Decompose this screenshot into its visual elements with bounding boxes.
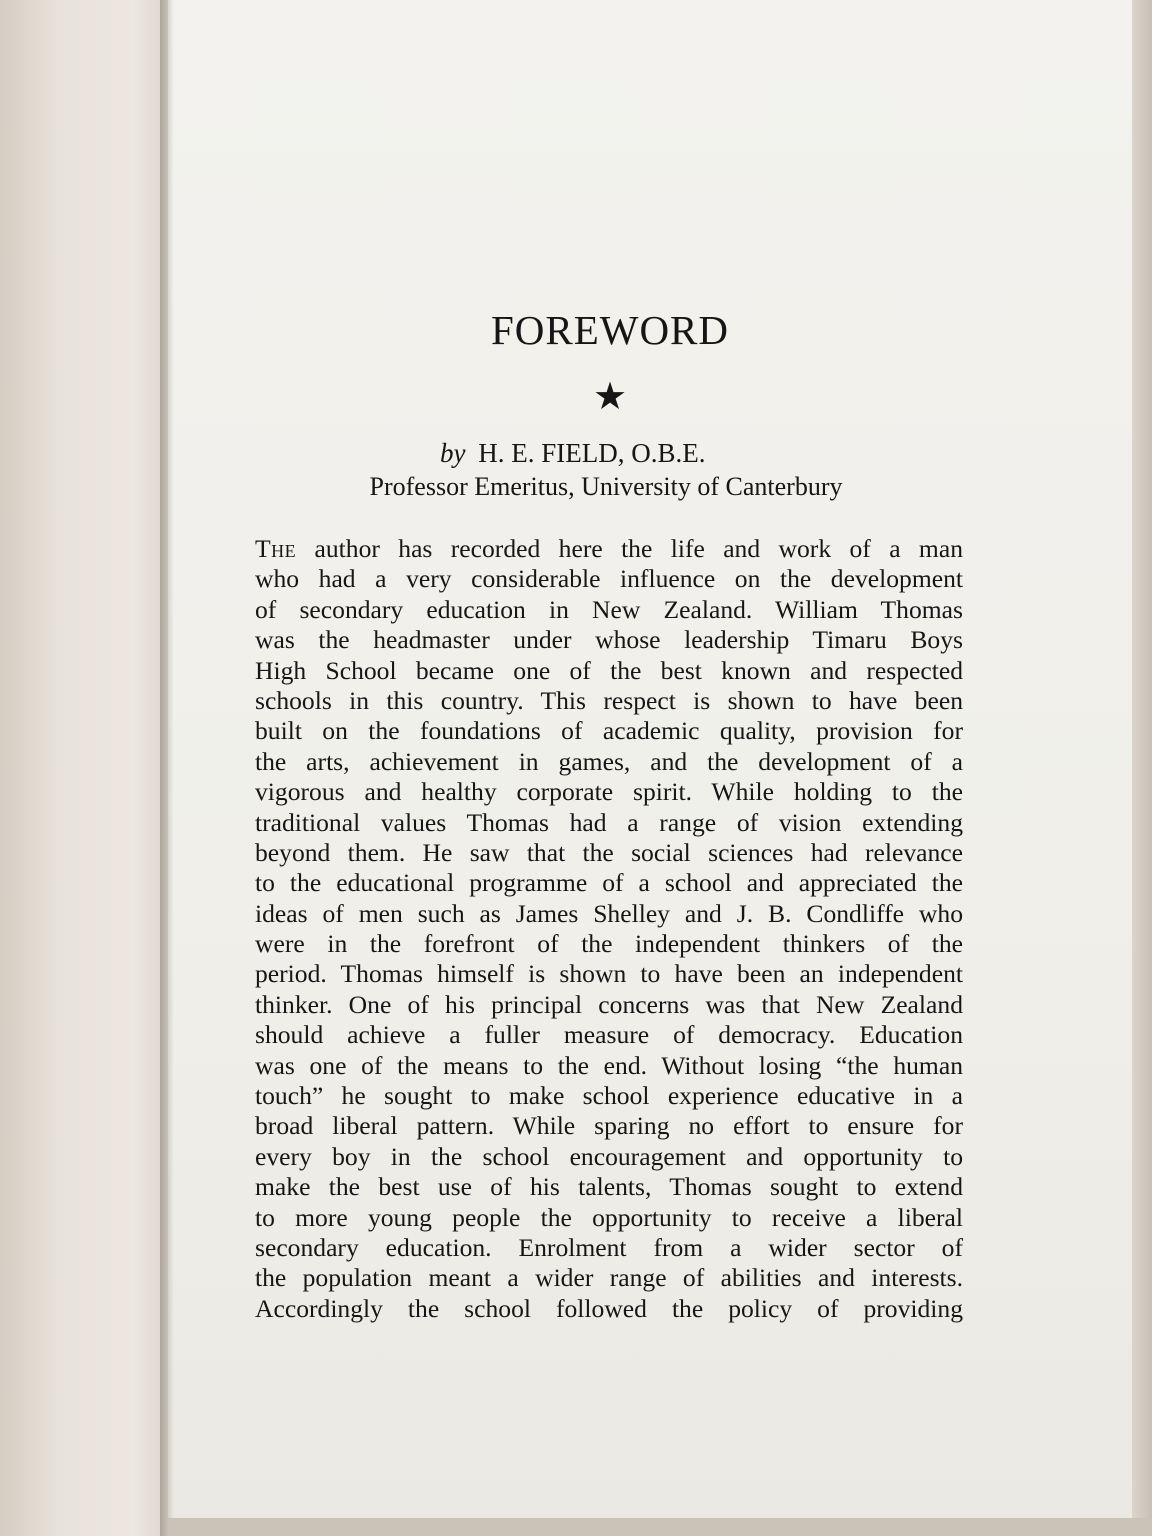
text-line: The author has recorded here the life and work of a man — [255, 534, 963, 563]
author-name: H. E. FIELD, O.B.E. — [478, 438, 706, 468]
text-line: of secondary education in New Zealand. William Thomas — [255, 594, 963, 624]
page-bottom-edge — [168, 1518, 1152, 1536]
text-line: High School became one of the best known and respected — [255, 655, 963, 685]
text-line: traditional values Thomas had a range of vision extending — [255, 807, 963, 837]
text-line: the arts, achievement in games, and the development of a — [255, 746, 963, 776]
text-line: period. Thomas himself is shown to have been an independent — [255, 959, 963, 989]
text-line: schools in this country. This respect is shown to have been — [255, 685, 963, 715]
text-line: Accordingly the school followed the policy of providing — [255, 1293, 963, 1323]
author-affiliation: Professor Emeritus, University of Canterbury — [369, 472, 843, 501]
drop-word: The — [255, 534, 297, 563]
text-line: to the educational programme of a school and appreciated the — [255, 868, 963, 898]
text-line: broad liberal pattern. While sparing no effort to ensure for — [255, 1111, 963, 1141]
text-line: should achieve a fuller measure of democracy. Education — [255, 1020, 963, 1050]
text-line: secondary education. Enrolment from a wider sector of — [255, 1232, 963, 1262]
text-line: who had a very considerable influence on the development — [255, 564, 963, 594]
text-line: vigorous and healthy corporate spirit. While holding to the — [255, 777, 963, 807]
text-line: built on the foundations of academic quality, provision for — [255, 716, 963, 746]
text-line: touch” he sought to make school experience educative in a — [255, 1081, 963, 1111]
byline-prefix: by — [440, 438, 466, 468]
text-line: ideas of men such as James Shelley and J. B. Condliffe who — [255, 898, 963, 928]
byline — [440, 438, 840, 469]
text-line: the population meant a wider range of abilities and interests. — [255, 1263, 963, 1293]
text-line: beyond them. He saw that the social sciences had relevance — [255, 837, 963, 867]
text-line: make the best use of his talents, Thomas sought to extend — [255, 1172, 963, 1202]
text-line: were in the forefront of the independent thinkers of the — [255, 929, 963, 959]
text-line: was one of the means to the end. Without losing “the human — [255, 1050, 963, 1080]
body-paragraph — [255, 534, 963, 1324]
page-title: FOREWORD — [490, 307, 730, 353]
text-line: thinker. One of his principal concerns was that New Zealand — [255, 989, 963, 1019]
text-line: every boy in the school encouragement and opportunity to — [255, 1141, 963, 1171]
left-page — [0, 0, 168, 1536]
text-line: to more young people the opportunity to receive a liberal — [255, 1202, 963, 1232]
page-edge — [1132, 0, 1152, 1536]
page-gutter-shadow — [160, 0, 174, 1536]
star-icon: ★ — [592, 374, 628, 418]
text-line: was the headmaster under whose leadership Timaru Boys — [255, 625, 963, 655]
